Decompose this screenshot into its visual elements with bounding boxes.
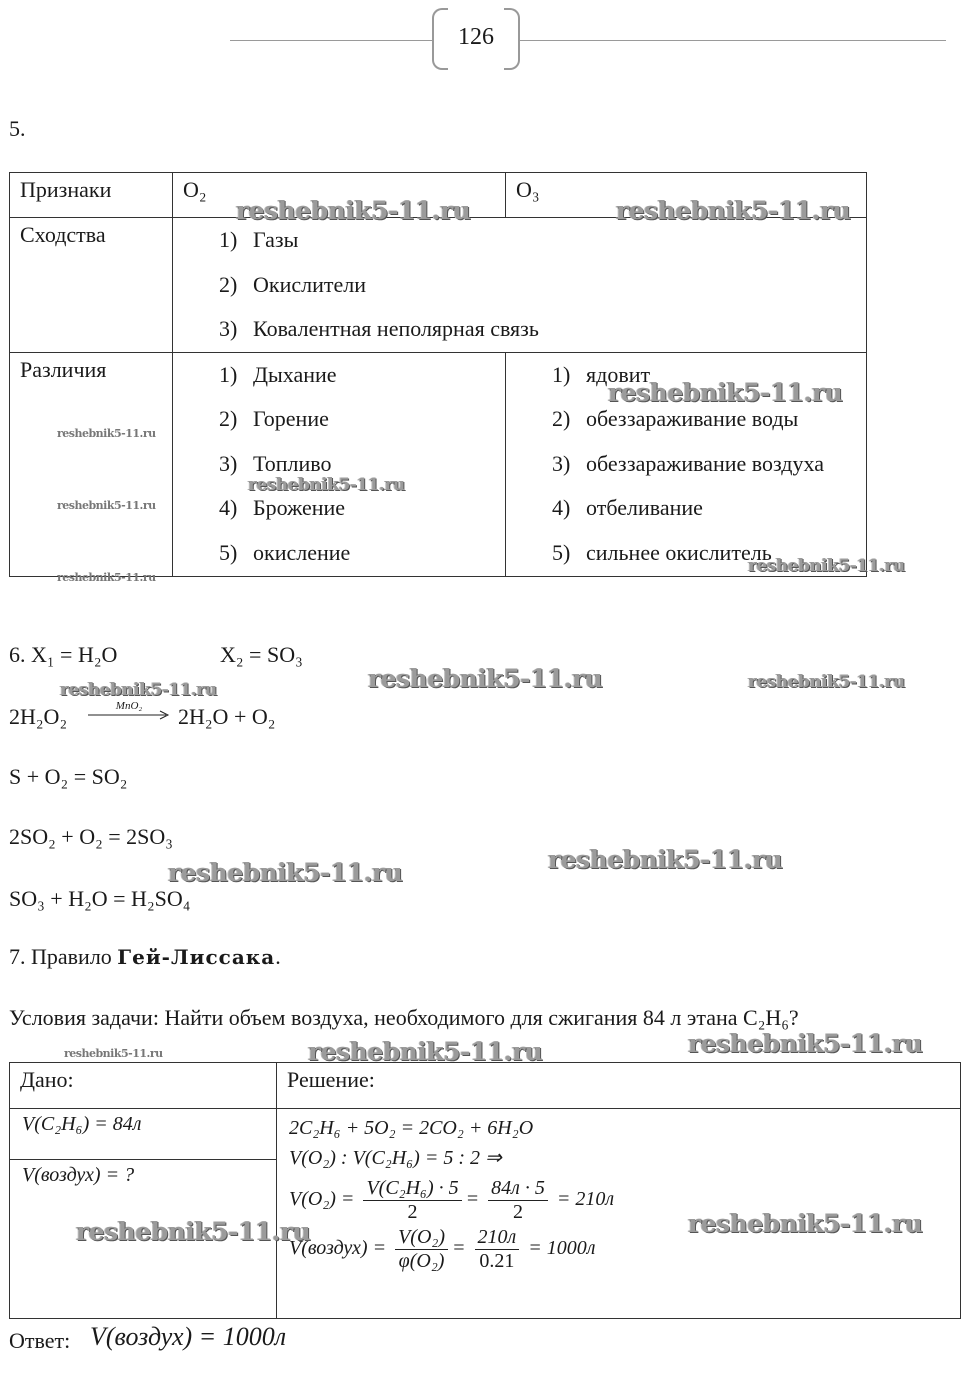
solution-vo2: V(O₂) = $\frac{\text{V(C₂H₆) · 5}}{2}$ = $\frac{84л \cdot 5}{2}$ = 210л [289, 1177, 615, 1223]
eq3: 2SO₂ + O₂ = 2SO₃ [9, 824, 173, 849]
task7-table [9, 1062, 961, 1319]
list-item: 1) ядовит [552, 361, 651, 387]
task5-table [9, 172, 867, 577]
list-item: 5) сильнее окислитель [552, 539, 772, 565]
watermark: reshebnik5-11.ru [608, 378, 843, 407]
list-item: 2) Окислители [219, 271, 366, 297]
given-volume-ethane: V(C₂H₆) = 84л [10, 1109, 276, 1160]
solution-ratio: V(O₂) : V(C₂H₆) = 5 : 2 ⇒ [289, 1147, 502, 1169]
watermark: reshebnik5-11.ru [64, 1047, 163, 1060]
task6-x2: X₂ = SO₃ [220, 642, 303, 667]
task6-x1: 6. X₁ = H₂O [9, 642, 118, 667]
eq1-catalyst: MnO₂ [115, 700, 143, 712]
header-rule-right [520, 40, 946, 41]
list-item: 1) Дыхание [219, 361, 337, 387]
eq2: S + O₂ = SO₂ [9, 764, 128, 789]
eq4: SO₃ + H₂O = H₂SO₄ [9, 886, 191, 911]
header-o3: O₃ [506, 173, 867, 218]
watermark: reshebnik5-11.ru [60, 680, 217, 700]
list-item: 4) отбеливание [552, 495, 703, 520]
table-row [10, 218, 867, 353]
similarities-label: Сходства [10, 218, 173, 353]
watermark: reshebnik5-11.ru [548, 845, 783, 874]
watermark: reshebnik5-11.ru [748, 556, 905, 576]
watermark: reshebnik5-11.ru [368, 664, 603, 693]
page-number: 126 [458, 24, 494, 50]
table-row [10, 1063, 961, 1109]
o2-differences-list [173, 353, 505, 576]
eq1-arrow [86, 700, 172, 726]
answer-label: Ответ: [9, 1328, 71, 1353]
fraction: $\frac{210л}{0.21}$ [475, 1226, 520, 1273]
watermark: reshebnik5-11.ru [248, 475, 405, 495]
task7-condition: Условия задачи: Найти объем воздуха, необходимого для сжигания 84 л этана C₂H₆? [9, 1005, 799, 1030]
header-feature: Признаки [10, 173, 173, 218]
watermark: reshebnik5-11.ru [748, 672, 905, 692]
given-header: Дано: [10, 1063, 277, 1109]
solution-equation: 2C₂H₆ + 5O₂ = 2CO₂ + 6H₂O [289, 1117, 534, 1139]
eq1-left: 2H₂O₂ [9, 704, 68, 729]
reaction-arrow-icon [86, 700, 172, 726]
list-item: 2) обеззараживание воды [552, 406, 799, 431]
page-number-box [432, 8, 520, 68]
task7-title: 7. Правило Гей-Лиссака. [9, 944, 281, 969]
watermark: reshebnik5-11.ru [57, 427, 156, 440]
solution-air: V(воздух) = $\frac{\text{V(O₂)}}{\text{φ(O₂)}}$ = $\frac{210л}{0.21}$ = 1000л [289, 1226, 596, 1272]
watermark: reshebnik5-11.ru [168, 858, 403, 887]
answer-value: V(воздух) = 1000л [90, 1322, 287, 1351]
eq1-right: 2H₂O + O₂ [178, 704, 276, 729]
given-volume-air: V(воздух) = ? [22, 1164, 135, 1186]
watermark: reshebnik5-11.ru [616, 196, 851, 225]
watermark: reshebnik5-11.ru [57, 571, 156, 584]
differences-label: Различия [10, 352, 173, 576]
list-item: 5) окисление [219, 539, 351, 565]
watermark: reshebnik5-11.ru [236, 196, 471, 225]
watermark: reshebnik5-11.ru [76, 1217, 311, 1246]
list-item: 4) Брожение [219, 495, 346, 520]
list-item: 3) Ковалентная неполярная связь [219, 316, 539, 341]
solution-header: Решение: [277, 1063, 961, 1109]
fraction: $\frac{\text{V(C₂H₆) · 5}}{2}$ [363, 1177, 461, 1224]
header-o2: O₂ [173, 173, 506, 218]
given-cell [10, 1109, 277, 1319]
fraction: $\frac{84л \cdot 5}{2}$ [488, 1177, 548, 1224]
task5-label: 5. [9, 116, 26, 141]
fraction: $\frac{\text{V(O₂)}}{\text{φ(O₂)}}$ [395, 1226, 448, 1273]
list-item: 1) Газы [219, 227, 299, 252]
watermark: reshebnik5-11.ru [57, 499, 156, 512]
similarities-cell [173, 218, 867, 353]
watermark: reshebnik5-11.ru [688, 1209, 923, 1238]
similarities-list [173, 218, 866, 352]
list-item: 2) Горение [219, 406, 329, 431]
list-item: 3) Топливо [219, 450, 332, 476]
list-item: 3) обеззараживание воздуха [552, 450, 824, 476]
header-rule-left [230, 40, 432, 41]
watermark: reshebnik5-11.ru [688, 1029, 923, 1058]
o2-differences-cell [173, 352, 506, 576]
watermark: reshebnik5-11.ru [308, 1037, 543, 1066]
